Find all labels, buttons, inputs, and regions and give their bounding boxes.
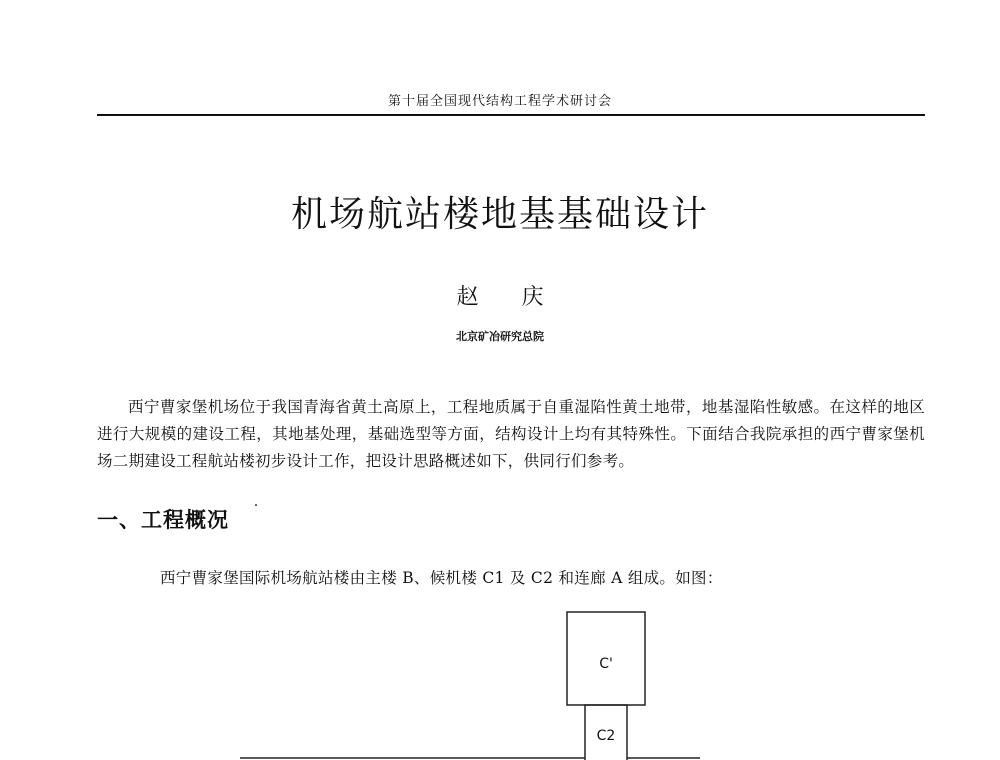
block-c1-label: C'	[599, 656, 613, 672]
section-body: 西宁曹家堡国际机场航站楼由主楼 B、候机楼 C1 及 C2 和连廊 A 组成。如图：	[160, 569, 723, 587]
header-rule	[97, 114, 925, 116]
block-c2-label: C2	[596, 728, 616, 744]
intro-paragraph: 西宁曹家堡机场位于我国青海省黄土高原上，工程地质属于自重湿陷性黄土地带，地基湿陷性敏感。在这样的地区进行大规模的建设工程，其地基处理，基础选型等方面，结构设计上均有其特殊性。下面结合我院承担的西宁曹家堡机场二期建设工程航站楼初步设计工作，把设计思路概述如下，供同行们参考。	[97, 398, 925, 470]
section-heading: 一、工程概况	[97, 508, 229, 532]
stray-mark	[255, 504, 257, 506]
author-name: 赵 庆	[456, 285, 562, 310]
paper-title: 机场航站楼地基基础设计	[290, 194, 709, 235]
running-header: 第十届全国现代结构工程学术研讨会	[387, 94, 612, 109]
author-affiliation: 北京矿冶研究总院	[456, 330, 544, 343]
intro-paragraph-block	[97, 394, 925, 475]
